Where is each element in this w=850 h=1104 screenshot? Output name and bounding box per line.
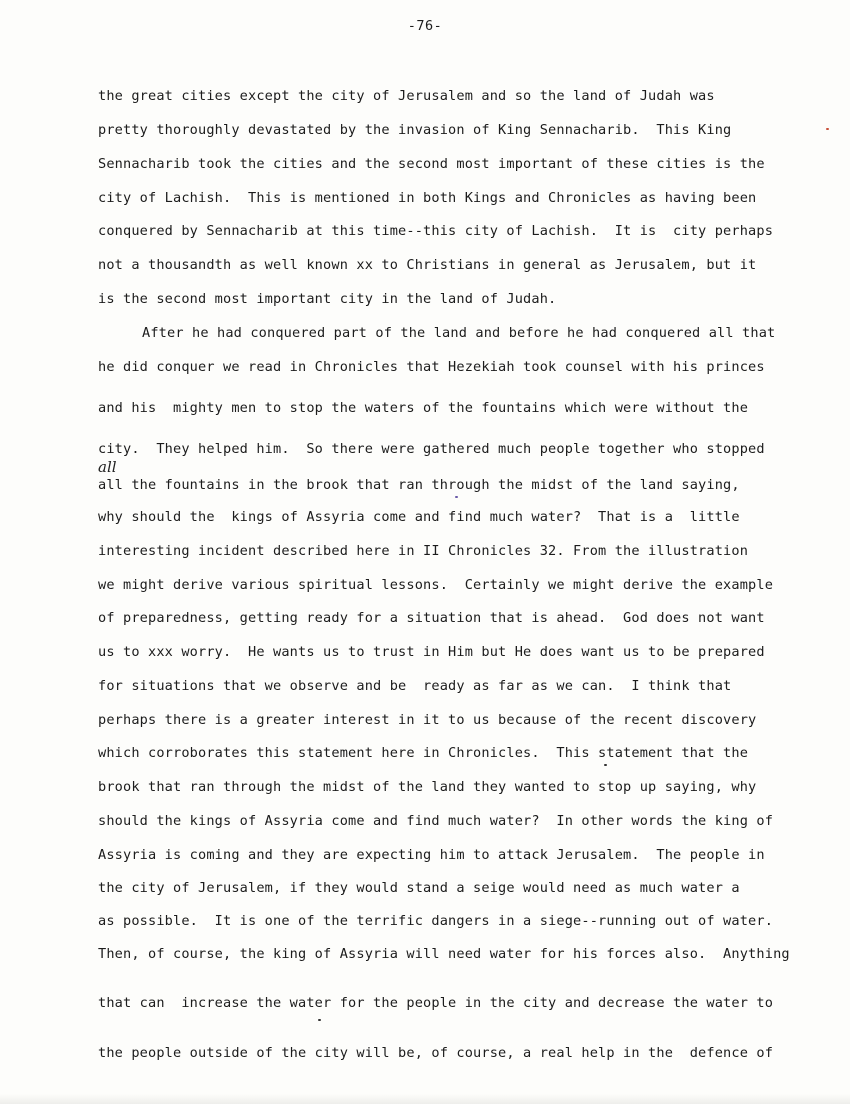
text-line: city of Lachish. This is mentioned in both Kings and Chronicles as having been <box>98 190 757 206</box>
text-line: should the kings of Assyria come and find much water? In other words the king of <box>98 813 774 829</box>
text-line: Then, of course, the king of Assyria will need water for his forces also. Anything <box>98 946 790 962</box>
text-line-indented: After he had conquered part of the land and before he had conquered all that <box>142 325 776 341</box>
paper-edge <box>0 1094 850 1104</box>
text-line: the city of Jerusalem, if they would stand a seige would need as much water a <box>98 880 740 896</box>
ink-speck <box>455 496 458 498</box>
text-line: we might derive various spiritual lessons. Certainly we might derive the example <box>98 577 774 593</box>
red-speck <box>826 128 829 130</box>
ink-speck <box>604 764 607 766</box>
text-line: Sennacharib took the cities and the second most important of these cities is the <box>98 156 765 172</box>
text-line: pretty thoroughly devastated by the invasion of King Sennacharib. This King <box>98 122 732 138</box>
text-line: that can increase the water for the people in the city and decrease the water to <box>98 995 774 1011</box>
text-line: the great cities except the city of Jerusalem and so the land of Judah was <box>98 88 715 104</box>
page-number: -76- <box>407 18 443 34</box>
ink-speck <box>318 1019 321 1021</box>
text-line: he did conquer we read in Chronicles that Hezekiah took counsel with his princes <box>98 359 765 375</box>
text-line: interesting incident described here in II Chronicles 32. From the illustration <box>98 543 749 559</box>
text-line: city. They helped him. So there were gathered much people together who stopped <box>98 441 765 457</box>
text-line: and his mighty men to stop the waters of the fountains which were without the <box>98 400 749 416</box>
text-line: not a thousandth as well known xx to Christians in general as Jerusalem, but it <box>98 257 757 273</box>
text-line: the people outside of the city will be, of course, a real help in the defence of <box>98 1045 774 1061</box>
text-line: brook that ran through the midst of the land they wanted to stop up saying, why <box>98 779 757 795</box>
text-line: all the fountains in the brook that ran through the midst of the land saying, <box>98 477 740 493</box>
handwritten-correction: all <box>98 458 117 476</box>
text-line: Assyria is coming and they are expecting him to attack Jerusalem. The people in <box>98 847 765 863</box>
text-line: which corroborates this statement here in Chronicles. This statement that the <box>98 745 749 761</box>
text-line: conquered by Sennacharib at this time--this city of Lachish. It is city perhaps <box>98 223 774 239</box>
text-line: why should the kings of Assyria come and find much water? That is a little <box>98 509 740 525</box>
text-line: us to xxx worry. He wants us to trust in Him but He does want us to be prepared <box>98 644 765 660</box>
text-line: as possible. It is one of the terrific dangers in a siege--running out of water. <box>98 913 774 929</box>
text-line: for situations that we observe and be ready as far as we can. I think that <box>98 678 732 694</box>
text-line: of preparedness, getting ready for a situation that is ahead. God does not want <box>98 610 765 626</box>
text-line: perhaps there is a greater interest in it to us because of the recent discovery <box>98 712 757 728</box>
text-line: is the second most important city in the land of Judah. <box>98 291 557 307</box>
